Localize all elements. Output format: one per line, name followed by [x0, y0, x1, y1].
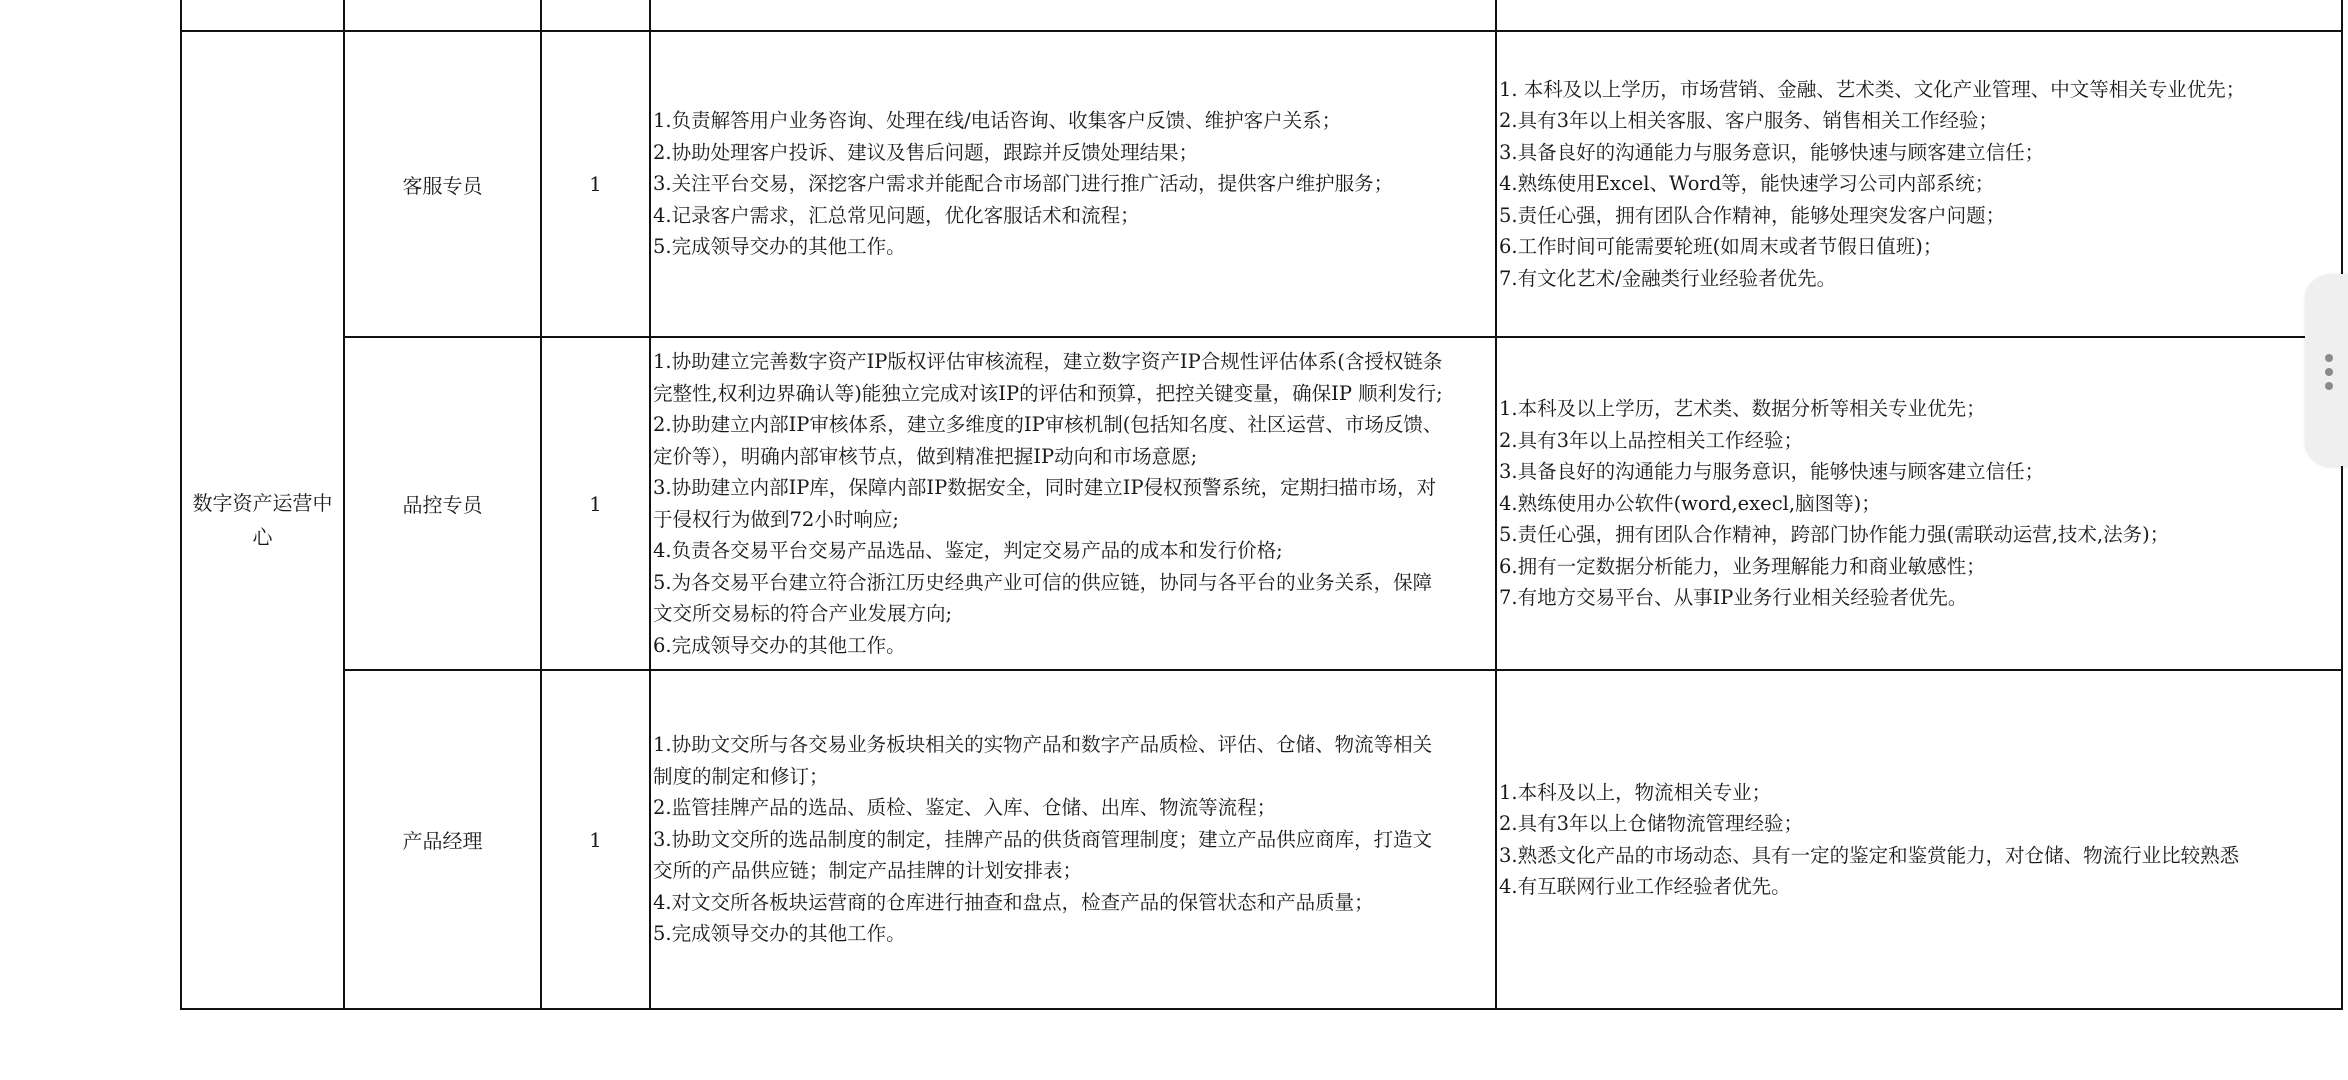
position-title: 客服专员 — [402, 173, 483, 198]
duty-item: 制度的制定和修订； — [653, 764, 829, 788]
duty-item: 1.协助文交所与各交易业务板块相关的实物产品和数字产品质检、评估、仓储、物流等相关 — [653, 733, 1433, 757]
headcount-cell — [542, 338, 649, 669]
duties-list — [653, 346, 1443, 661]
duty-item: 3.协助建立内部IP库，保障内部IP数据安全，同时建立IP侵权预警系统，定期扫描市场，对 — [653, 476, 1437, 499]
position-title: 品控专员 — [402, 493, 483, 517]
requirement-item: 7.有地方交易平台、从事IP业务行业相关经验者优先。 — [1499, 586, 1968, 610]
duty-item: 2.协助处理客户投诉、建议及售后问题，跟踪并反馈处理结果； — [653, 140, 1199, 164]
duties-list — [653, 105, 1393, 263]
position-title: 产品经理 — [402, 829, 483, 853]
headcount-cell — [542, 671, 649, 1008]
requirement-item: 7.有文化艺术/金融类行业经验者优先。 — [1499, 266, 1837, 290]
requirement-item: 6.工作时间可能需要轮班(如周末或者节假日值班)； — [1499, 235, 1943, 259]
requirements-list — [1499, 393, 2169, 614]
requirement-item: 3.熟悉文化产品的市场动态、具有一定的鉴定和鉴赏能力，对仓储、物流行业比较熟悉 — [1499, 843, 2240, 867]
duties-cell — [653, 32, 1495, 336]
duty-item: 5.完成领导交办的其他工作。 — [653, 235, 906, 259]
duty-item: 定价等），明确内部审核节点，做到精准把握IP动向和市场意愿; — [653, 444, 1198, 468]
duty-item: 4.对文交所各板块运营商的仓库进行抽查和盘点，检查产品的保管状态和产品质量； — [653, 890, 1374, 914]
duty-item: 文交所交易标的符合产业发展方向; — [653, 602, 953, 625]
duties-cell — [653, 671, 1495, 1008]
position-cell — [345, 671, 540, 1008]
requirement-item: 5.责任心强，拥有团队合作精神，能够处理突发客户问题； — [1499, 203, 2006, 227]
requirement-item: 1. 本科及以上学历，市场营销、金融、艺术类、文化产业管理、中文等相关专业优先； — [1499, 77, 2246, 101]
duty-item: 交所的产品供应链；制定产品挂牌的计划安排表； — [653, 859, 1083, 883]
duties-cell — [653, 338, 1495, 669]
requirement-item: 3.具备良好的沟通能力与服务意识，能够快速与顾客建立信任； — [1499, 460, 2045, 484]
requirement-item: 4.有互联网行业工作经验者优先。 — [1499, 875, 1791, 898]
requirements-cell — [1499, 338, 2341, 669]
position-cell — [345, 32, 540, 336]
duty-item: 1.负责解答用户业务咨询、处理在线/电话咨询、收集客户反馈、维护客户关系； — [653, 109, 1342, 133]
headcount: 1 — [589, 172, 602, 196]
department-cell — [182, 32, 343, 1008]
column-divider — [1495, 0, 1497, 1010]
duty-item: 4.记录客户需求，汇总常见问题，优化客服话术和流程； — [653, 203, 1140, 227]
duty-item: 3.关注平台交易，深挖客户需求并能配合市场部门进行推广活动，提供客户维护服务； — [653, 172, 1394, 196]
duty-item: 于侵权行为做到72小时响应; — [653, 507, 899, 531]
requirement-item: 2.具有3年以上仓储物流管理经验； — [1499, 812, 1804, 835]
requirement-item: 4.熟练使用Excel、Word等，能快速学习公司内部系统； — [1499, 172, 1995, 196]
requirements-cell — [1499, 32, 2341, 336]
duty-item: 2.监管挂牌产品的选品、质检、鉴定、入库、仓储、出库、物流等流程； — [653, 796, 1277, 820]
handle-dot — [2325, 382, 2333, 390]
column-divider — [649, 0, 651, 1010]
duty-item: 2.协助建立内部IP审核体系，建立多维度的IP审核机制(包括知名度、社区运营、市场反馈、 — [653, 413, 1443, 436]
duty-item: 完整性,权利边界确认等)能独立完成对该IP的评估和预算，把控关键变量，确保IP 顺利发行; — [653, 381, 1443, 405]
duty-item: 3.协助文交所的选品制度的制定，挂牌产品的供货商管理制度；建立产品供应商库，打造文 — [653, 827, 1433, 851]
requirements-list — [1499, 777, 2239, 903]
headcount-cell — [542, 32, 649, 336]
side-panel-handle[interactable] — [2305, 274, 2348, 466]
requirement-item: 2.具有3年以上品控相关工作经验； — [1499, 428, 1804, 452]
requirement-item: 3.具备良好的沟通能力与服务意识，能够快速与顾客建立信任； — [1499, 140, 2045, 164]
duty-item: 1.协助建立完善数字资产IP版权评估审核流程，建立数字资产IP合规性评估体系(含授权链条 — [653, 350, 1443, 373]
requirement-item: 1.本科及以上学历，艺术类、数据分析等相关专业优先； — [1499, 397, 1986, 421]
handle-dot — [2325, 354, 2333, 362]
requirements-list — [1499, 74, 2245, 295]
duty-item: 5.为各交易平台建立符合浙江历史经典产业可信的供应链，协同与各平台的业务关系，保障 — [653, 570, 1433, 594]
requirement-item: 5.责任心强，拥有团队合作精神，跨部门协作能力强(需联动运营,技术,法务)； — [1499, 523, 2170, 547]
handle-dot — [2325, 368, 2333, 376]
duty-item: 6.完成领导交办的其他工作。 — [653, 633, 906, 657]
department-name: 数字资产运营中心 — [192, 491, 333, 549]
requirement-item: 6.拥有一定数据分析能力，业务理解能力和商业敏感性； — [1499, 554, 1986, 578]
requirement-item: 4.熟练使用办公软件(word,execl,脑图等)； — [1499, 491, 1881, 515]
requirements-cell — [1499, 671, 2341, 1008]
requirement-item: 1.本科及以上，物流相关专业； — [1499, 780, 1772, 804]
duty-item: 5.完成领导交办的其他工作。 — [653, 922, 906, 946]
more-vertical-icon — [2305, 274, 2348, 466]
requirement-item: 2.具有3年以上相关客服、客户服务、销售相关工作经验； — [1499, 109, 1999, 133]
duty-item: 4.负责各交易平台交易产品选品、鉴定，判定交易产品的成本和发行价格; — [653, 539, 1283, 562]
position-cell — [345, 338, 540, 669]
duties-list — [653, 729, 1432, 950]
headcount: 1 — [589, 491, 602, 516]
table-border-bottom — [180, 1008, 2343, 1010]
table-border-right — [2341, 0, 2343, 1010]
headcount: 1 — [589, 827, 602, 852]
